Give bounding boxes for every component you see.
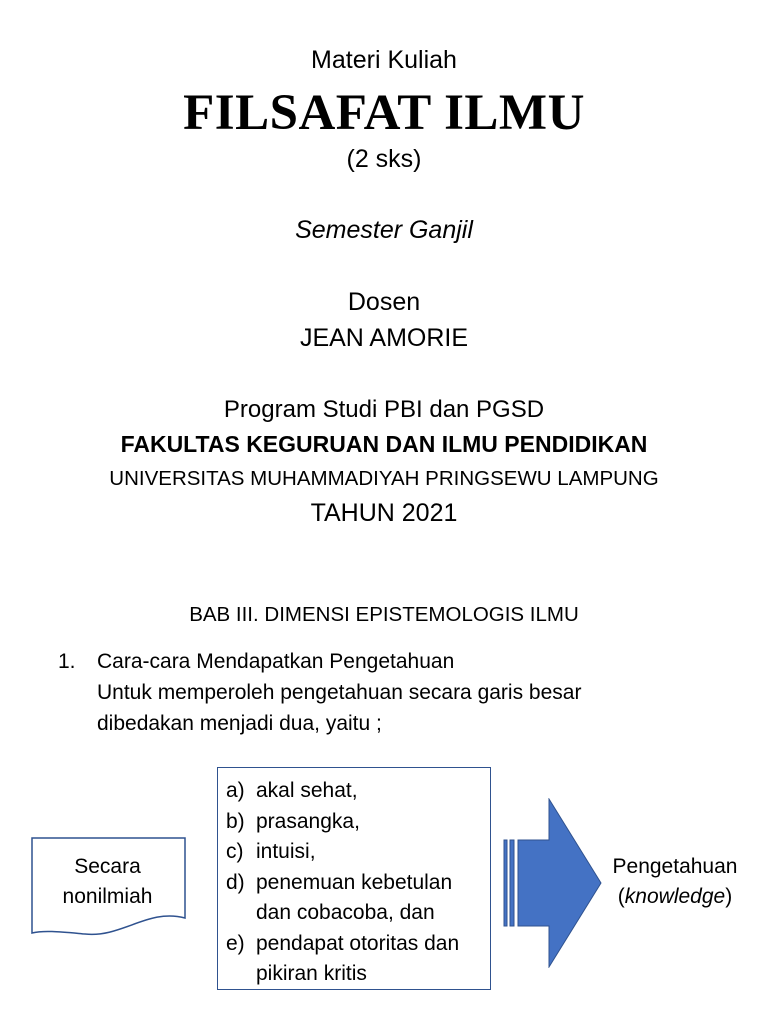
result-label bbox=[600, 852, 750, 912]
lecturer-name: JEAN AMORIE bbox=[299, 324, 469, 352]
list-item bbox=[226, 776, 459, 807]
source-line: nonilmiah bbox=[62, 885, 153, 908]
lecturer-label: Dosen bbox=[347, 288, 421, 316]
semester-label: Semester Ganjil bbox=[295, 216, 473, 244]
item-number: 1. bbox=[58, 650, 76, 673]
item-line: Untuk memperoleh pengetahuan secara garis besar bbox=[97, 681, 582, 704]
university-name: UNIVERSITAS MUHAMMADIYAH PRINGSEWU LAMPUNG bbox=[109, 467, 659, 490]
item-text: penemuan kebetulan bbox=[256, 870, 453, 894]
item-text: pendapat otoritas dan bbox=[256, 931, 460, 955]
list-item bbox=[226, 837, 459, 868]
item-text: intuisi, bbox=[256, 840, 316, 863]
item-text: pikiran kritis bbox=[256, 962, 367, 985]
result-term-italic: knowledge bbox=[624, 885, 726, 908]
year-label: TAHUN 2021 bbox=[310, 499, 458, 527]
item-text: akal sehat, bbox=[256, 779, 358, 802]
page-title: FILSAFAT ILMU bbox=[183, 85, 585, 141]
source-label bbox=[30, 852, 185, 912]
item-label: c) bbox=[226, 840, 244, 863]
item-text: prasangka, bbox=[256, 809, 360, 833]
result-line: Pengetahuan bbox=[612, 855, 738, 878]
list-item bbox=[226, 868, 459, 929]
methods-box bbox=[217, 767, 491, 990]
item-label: d) bbox=[226, 870, 245, 894]
faculty-name: FAKULTAS KEGURUAN DAN ILMU PENDIDIKAN bbox=[120, 431, 648, 457]
methods-list bbox=[226, 776, 459, 990]
list-item bbox=[226, 929, 459, 990]
paren-open: ( bbox=[617, 885, 625, 908]
item-line: Cara-cara Mendapatkan Pengetahuan bbox=[97, 650, 455, 673]
result-line bbox=[600, 882, 750, 912]
credit-units: (2 sks) bbox=[346, 145, 422, 173]
course-label: Materi Kuliah bbox=[311, 46, 457, 74]
item-line: dibedakan menjadi dua, yaitu ; bbox=[97, 712, 382, 735]
paren-close: ) bbox=[725, 885, 733, 908]
item-label: a) bbox=[226, 779, 245, 802]
item-body bbox=[97, 646, 581, 739]
study-program: Program Studi PBI dan PGSD bbox=[223, 396, 545, 423]
item-text: dan cobacoba, dan bbox=[256, 901, 435, 924]
item-label: e) bbox=[226, 931, 245, 955]
source-line: Secara bbox=[74, 855, 141, 878]
chapter-title: BAB III. DIMENSI EPISTEMOLOGIS ILMU bbox=[189, 603, 579, 626]
right-arrow-icon bbox=[503, 798, 603, 968]
item-label: b) bbox=[226, 809, 245, 833]
list-item bbox=[226, 807, 459, 838]
